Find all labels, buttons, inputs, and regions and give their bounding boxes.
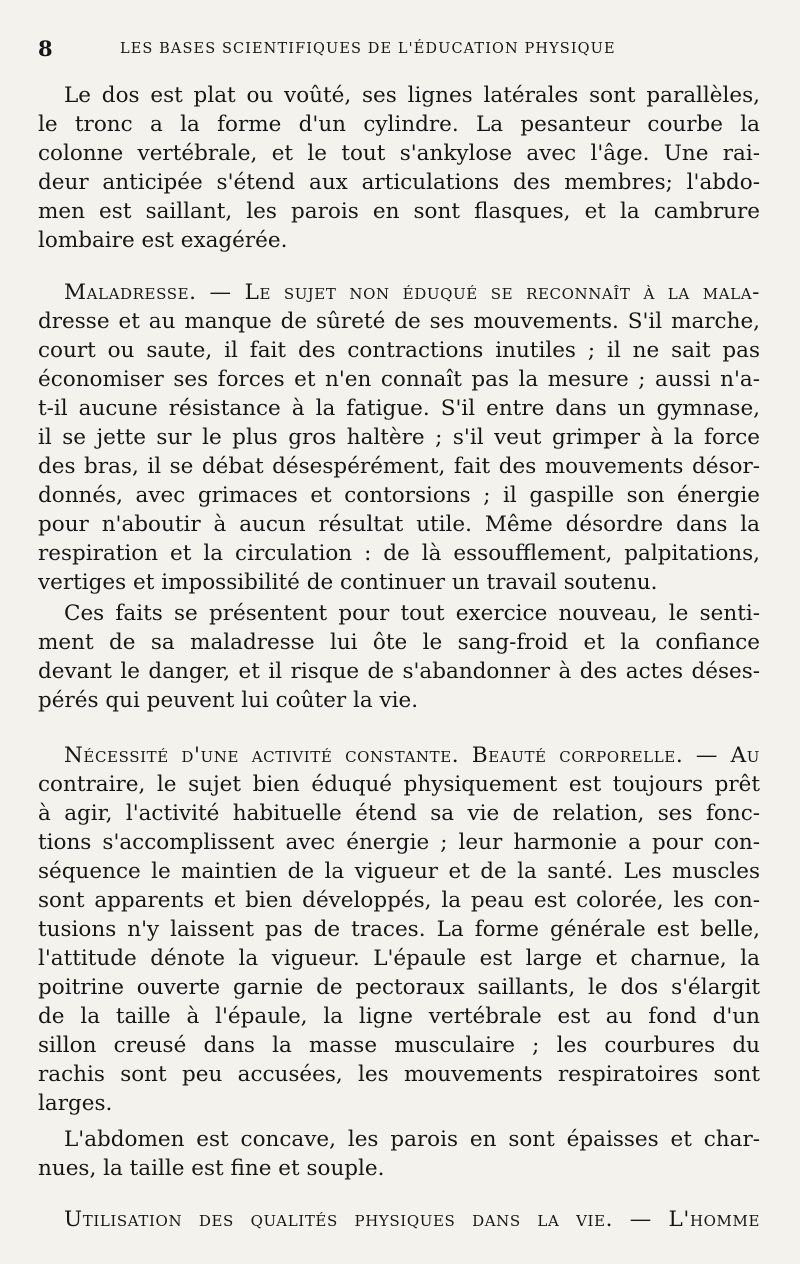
- text-line: court ou saute, il fait des contractions inutiles ; il ne sait pas: [38, 338, 760, 363]
- section-heading-line: Maladresse. — Le sujet non éduqué se reconnaît à la mala-: [64, 280, 760, 305]
- text-line: colonne vertébrale, et le tout s'ankylose avec l'âge. Une rai-: [38, 141, 760, 166]
- text-line: tions s'accomplissent avec énergie ; leur harmonie a pour con-: [38, 830, 760, 855]
- text-line: le tronc a la forme d'un cylindre. La pesanteur courbe la: [38, 112, 760, 137]
- text-line: devant le danger, et il risque de s'abandonner à des actes déses-: [38, 659, 760, 684]
- text-line: rachis sont peu accusées, les mouvements respiratoires sont: [38, 1062, 760, 1087]
- text-line: L'abdomen est concave, les parois en sont épaisses et char-: [64, 1127, 760, 1152]
- text-line: ment de sa maladresse lui ôte le sang-froid et la confiance: [38, 630, 760, 655]
- text-line: tusions n'y laissent pas de traces. La forme générale est belle,: [38, 917, 760, 942]
- text-line: séquence le maintien de la vigueur et de la santé. Les muscles: [38, 859, 760, 884]
- text-line: deur anticipée s'étend aux articulations des membres; l'abdo-: [38, 170, 760, 195]
- page-number: 8: [38, 36, 53, 61]
- text-line: l'attitude dénote la vigueur. L'épaule est large et charnue, la: [38, 946, 760, 971]
- text-line: de la taille à l'épaule, la ligne vertébrale est au fond d'un: [38, 1004, 760, 1029]
- text-line: il se jette sur le plus gros haltère ; s'il veut grimper à la force: [38, 425, 760, 450]
- text-line: donnés, avec grimaces et contorsions ; il gaspille son énergie: [38, 483, 760, 508]
- text-line: économiser ses forces et n'en connaît pas la mesure ; aussi n'a-: [38, 367, 760, 392]
- section-heading-line: Nécessité d'une activité constante. Beauté corporelle. — Au: [64, 743, 760, 768]
- text-line: pérés qui peuvent lui coûter la vie.: [38, 688, 419, 713]
- text-line: larges.: [38, 1091, 113, 1116]
- text-line: men est saillant, les parois en sont flasques, et la cambrure: [38, 199, 760, 224]
- text-line: respiration et la circulation : de là essoufflement, palpitations,: [38, 541, 760, 566]
- text-line: nues, la taille est fine et souple.: [38, 1156, 385, 1181]
- text-line: Ces faits se présentent pour tout exercice nouveau, le senti-: [64, 601, 760, 626]
- text-line: sillon creusé dans la masse musculaire ; les courbures du: [38, 1033, 760, 1058]
- page-header: [38, 34, 760, 64]
- text-line: contraire, le sujet bien éduqué physiquement est toujours prêt: [38, 772, 760, 797]
- text-line: t-il aucune résistance à la fatigue. S'il entre dans un gymnase,: [38, 396, 760, 421]
- text-line: des bras, il se débat désespérément, fait des mouvements désor-: [38, 454, 760, 479]
- section-heading-line: Utilisation des qualités physiques dans la vie. — L'homme: [64, 1207, 760, 1232]
- text-line: pour n'aboutir à aucun résultat utile. Même désordre dans la: [38, 512, 760, 537]
- text-line: dresse et au manque de sûreté de ses mouvements. S'il marche,: [38, 309, 760, 334]
- text-line: sont apparents et bien développés, la peau est colorée, les con-: [38, 888, 760, 913]
- running-title: LES BASES SCIENTIFIQUES DE L'ÉDUCATION PHYSIQUE: [120, 41, 616, 57]
- text-line: à agir, l'activité habituelle étend sa vie de relation, ses fonc-: [38, 801, 760, 826]
- text-line: vertiges et impossibilité de continuer un travail soutenu.: [38, 570, 658, 595]
- text-line: lombaire est exagérée.: [38, 228, 288, 253]
- text-line: Le dos est plat ou voûté, ses lignes latérales sont parallèles,: [64, 83, 760, 108]
- text-line: poitrine ouverte garnie de pectoraux saillants, le dos s'élargit: [38, 975, 760, 1000]
